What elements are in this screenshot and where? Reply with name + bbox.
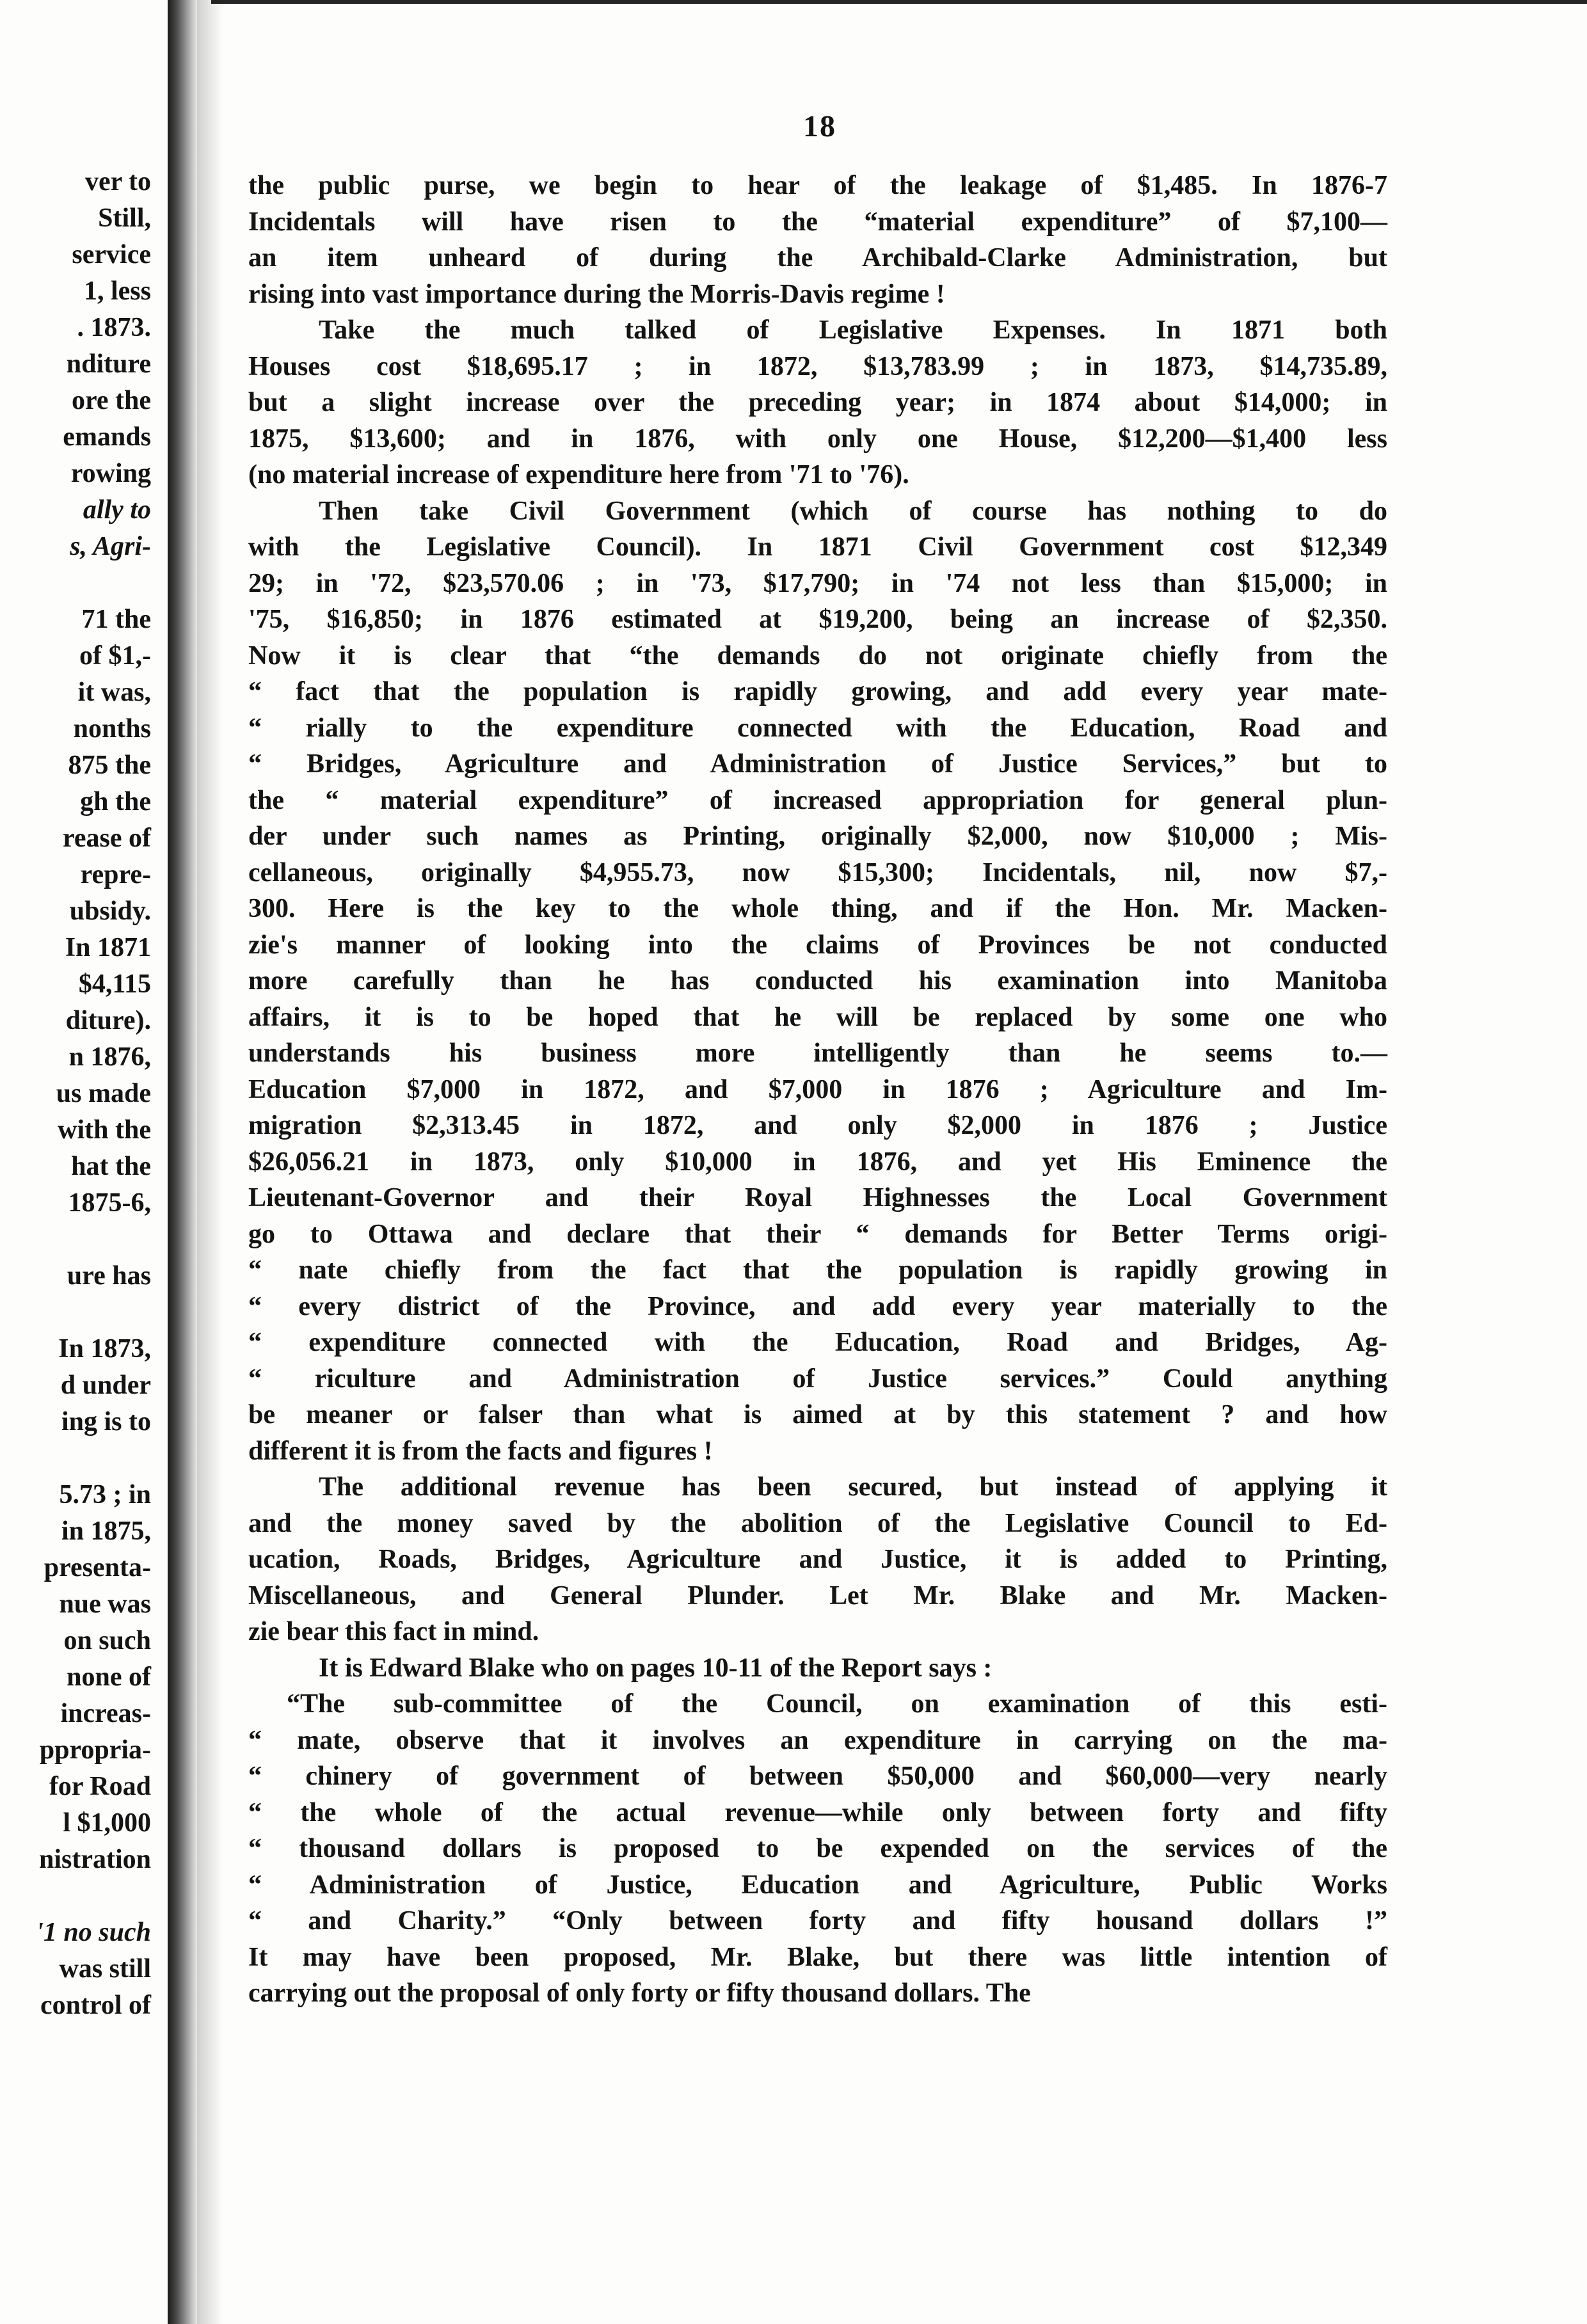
left-text-line: In 1871 — [65, 933, 151, 962]
left-text-line: presenta- — [44, 1553, 151, 1582]
body-text-line: but a slight increase over the preceding year; in 1874 about $14,000; in — [248, 388, 1387, 417]
left-text-line: ure has — [67, 1261, 151, 1291]
left-text-line: increas- — [60, 1699, 151, 1728]
body-text-line: Education $7,000 in 1872, and $7,000 in 1876 ; Agriculture and Im- — [248, 1074, 1387, 1104]
left-text-line: nditure — [66, 349, 151, 379]
body-text-line: “ riculture and Administration of Justice services.” Could anything — [248, 1364, 1387, 1394]
left-text-line: l $1,000 — [63, 1808, 151, 1838]
main-text-body — [248, 168, 1387, 2012]
body-text-line: Take the much talked of Legislative Expenses. In 1871 both — [319, 315, 1387, 345]
left-text-line: In 1873, — [58, 1334, 151, 1364]
left-text-line: nonths — [73, 714, 151, 744]
body-text-line: different it is from the facts and figures ! — [248, 1436, 713, 1466]
left-text-line: gh the — [80, 787, 151, 816]
body-text-line: “ every district of the Province, and add every year materially to the — [248, 1291, 1387, 1321]
left-text-line: s, Agri- — [70, 532, 151, 561]
left-text-line: repre- — [80, 860, 151, 889]
body-text-line: zie's manner of looking into the claims of Provinces be not conducted — [248, 930, 1387, 960]
body-text-line: “ Administration of Justice, Education and Agriculture, Public Works — [248, 1870, 1387, 1900]
body-text-line: Miscellaneous, and General Plunder. Let Mr. Blake and Mr. Macken- — [248, 1580, 1387, 1611]
body-text-line: rising into vast importance during the Morris-Davis regime ! — [248, 279, 945, 309]
left-text-line: diture). — [65, 1006, 151, 1035]
body-text-line: zie bear this fact in mind. — [248, 1617, 539, 1646]
book-gutter — [168, 0, 197, 2324]
body-text-line: The additional revenue has been secured, but instead of applying it — [319, 1472, 1387, 1502]
left-text-line: $4,115 — [78, 969, 151, 999]
body-text-line: “ fact that the population is rapidly growing, and add every year mate- — [248, 677, 1387, 706]
body-text-line: Houses cost $18,695.17 ; in 1872, $13,783.99 ; in 1873, $14,735.89, — [248, 351, 1387, 381]
left-text-line: it was, — [77, 678, 151, 707]
left-text-line: on such — [63, 1626, 151, 1655]
left-text-line: with the — [58, 1115, 151, 1145]
left-text-line: ubsidy. — [69, 896, 151, 926]
body-text-line: “ the whole of the actual revenue—while only between forty and fifty — [248, 1797, 1387, 1827]
page-number: 18 — [803, 109, 836, 143]
body-text-line: 1875, $13,600; and in 1876, with only one House, $12,200—$1,400 less — [248, 424, 1387, 454]
left-text-line: ing is to — [61, 1407, 151, 1437]
left-text-line: in 1875, — [61, 1516, 151, 1546]
body-text-line: der under such names as Printing, originally $2,000, now $10,000 ; Mis- — [248, 822, 1387, 851]
body-text-line: ucation, Roads, Bridges, Agriculture and Justice, it is added to Printing, — [248, 1545, 1387, 1574]
body-text-line: It is Edward Blake who on pages 10-11 of the Report says : — [319, 1653, 993, 1683]
body-text-line: “ chinery of government of between $50,000 and $60,000—very nearly — [248, 1762, 1387, 1791]
body-text-line: with the Legislative Council). In 1871 Civil Government cost $12,349 — [248, 532, 1387, 562]
body-text-line: 29; in '72, $23,570.06 ; in '73, $17,790; in '74 not less than $15,000; in — [248, 568, 1387, 598]
body-text-line: affairs, it is to be hoped that he will be replaced by some one who — [248, 1002, 1387, 1032]
body-text-line: “ Bridges, Agriculture and Administration of Justice Services,” but to — [248, 749, 1387, 779]
left-text-line: was still — [59, 1954, 151, 1984]
gutter-shadow — [197, 0, 223, 2324]
left-text-line: 71 the — [81, 605, 151, 634]
scan-top-edge — [211, 0, 1587, 4]
left-text-line: 1, less — [84, 276, 151, 306]
body-text-line: “ nate chiefly from the fact that the population is rapidly growing in — [248, 1255, 1387, 1285]
body-text-line: the public purse, we begin to hear of the leakage of $1,485. In 1876-7 — [248, 171, 1387, 200]
left-text-line: rease of — [63, 824, 151, 853]
left-text-line: nistration — [38, 1845, 151, 1874]
body-text-line: go to Ottawa and declare that their “ demands for Better Terms origi- — [248, 1219, 1387, 1249]
left-text-line: d under — [60, 1371, 151, 1400]
left-text-line — [0, 565, 151, 601]
left-text-line: emands — [63, 422, 151, 452]
body-text-line: carrying out the proposal of only forty or fifty thousand dollars. The — [248, 1978, 1031, 2008]
left-text-line: service — [72, 240, 151, 269]
left-page-fragment — [0, 0, 168, 2324]
body-text-line: understands his business more intelligently than he seems to.— — [248, 1039, 1387, 1068]
body-text-line: “ expenditure connected with the Education, Road and Bridges, Ag- — [248, 1328, 1387, 1357]
body-text-line: “The sub-committee of the Council, on examination of this esti- — [287, 1689, 1387, 1719]
left-text-line: ppropria- — [39, 1735, 151, 1765]
left-text-line: ore the — [71, 386, 151, 415]
left-page-text — [0, 164, 151, 2024]
left-text-line: 1875-6, — [68, 1188, 151, 1218]
body-text-line: (no material increase of expenditure here from '71 to '76). — [248, 460, 909, 489]
left-text-line: none of — [67, 1662, 151, 1692]
body-text-line: “ thousand dollars is proposed to be expended on the services of the — [248, 1834, 1387, 1863]
left-text-line: for Road — [49, 1772, 151, 1801]
body-text-line: “ and Charity.” “Only between forty and fifty housand dollars !” — [248, 1906, 1387, 1936]
left-text-line: Still, — [98, 203, 151, 233]
left-text-line: '1 no such — [36, 1918, 151, 1947]
body-text-line: “ mate, observe that it involves an expenditure in carrying on the ma- — [248, 1725, 1387, 1755]
left-text-line: ver to — [84, 167, 151, 196]
left-text-line: control of — [40, 1991, 151, 2020]
left-text-line — [0, 1878, 151, 1914]
body-text-line: migration $2,313.45 in 1872, and only $2,000 in 1876 ; Justice — [248, 1111, 1387, 1140]
body-text-line: $26,056.21 in 1873, only $10,000 in 1876, and yet His Eminence the — [248, 1147, 1387, 1177]
left-text-line: ally to — [83, 495, 151, 525]
body-text-line: '75, $16,850; in 1876 estimated at $19,200, being an increase of $2,350. — [248, 605, 1387, 634]
body-text-line: 300. Here is the key to the whole thing, and if the Hon. Mr. Macken- — [248, 894, 1387, 923]
body-text-line: It may have been proposed, Mr. Blake, but there was little intention of — [248, 1942, 1387, 1972]
left-text-line: . 1873. — [77, 313, 151, 342]
left-text-line: rowing — [70, 459, 151, 488]
body-text-line: an item unheard of during the Archibald-Clarke Administration, but — [248, 243, 1387, 273]
body-text-line: and the money saved by the abolition of the Legislative Council to Ed- — [248, 1508, 1387, 1538]
body-text-line: be meaner or falser than what is aimed at by this statement ? and how — [248, 1400, 1387, 1429]
left-text-line — [0, 1222, 151, 1258]
left-text-line: nue was — [59, 1589, 151, 1619]
left-text-line: us made — [56, 1079, 151, 1108]
body-text-line: more carefully than he has conducted his examination into Manitoba — [248, 966, 1387, 996]
left-text-line: of $1,- — [79, 641, 151, 671]
left-text-line: 5.73 ; in — [59, 1480, 151, 1509]
left-text-line: n 1876, — [68, 1042, 151, 1072]
left-text-line: hat the — [71, 1152, 151, 1181]
body-text-line: Then take Civil Government (which of course has nothing to do — [319, 496, 1387, 526]
body-text-line: Lieutenant-Governor and their Royal Highnesses the Local Government — [248, 1183, 1387, 1213]
body-text-line: “ rially to the expenditure connected with the Education, Road and — [248, 713, 1387, 743]
left-text-line — [0, 1440, 151, 1477]
body-text-line: Now it is clear that “the demands do not originate chiefly from the — [248, 641, 1387, 671]
left-text-line — [0, 1294, 151, 1331]
body-text-line: the “ material expenditure” of increased appropriation for general plun- — [248, 785, 1387, 815]
body-text-line: Incidentals will have risen to the “material expenditure” of $7,100— — [248, 207, 1387, 237]
body-text-line: cellaneous, originally $4,955.73, now $15,300; Incidentals, nil, now $7,- — [248, 857, 1387, 887]
left-text-line: 875 the — [68, 751, 151, 780]
